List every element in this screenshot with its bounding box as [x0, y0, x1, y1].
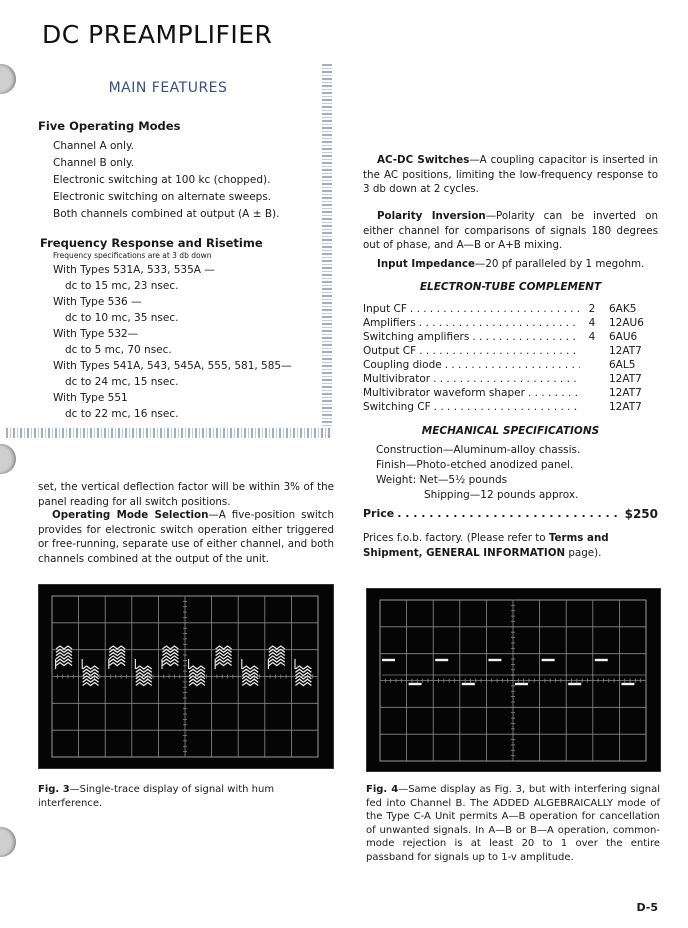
- tube-leader: [434, 400, 580, 414]
- fig3-oscilloscope-photo: [38, 584, 334, 769]
- tube-type: 12AT7: [609, 387, 642, 399]
- features-heading: MAIN FEATURES: [108, 80, 228, 96]
- tube-table: [363, 302, 657, 414]
- polarity-text: —Polarity can be inverted on either channel for comparisons of signals 180 degrees out of phase, and A—B or A+B mixing.: [363, 210, 658, 251]
- fig4-trace-graphic: [367, 589, 660, 771]
- mechanical-specs: [376, 443, 656, 503]
- price-label: Price: [363, 507, 395, 520]
- tube-quantity: [583, 344, 601, 358]
- tube-type: 12AU6: [609, 317, 644, 329]
- tube-function: Coupling diode: [363, 359, 442, 371]
- price-note-post: page).: [565, 546, 602, 559]
- trace-edge: [135, 659, 136, 669]
- fig4-caption-text: —Same display as Fig. 3, but with interfering signal fed into Channel B. The ADDED ALGEBRAICALLY mode of the Type C-A Unit permits A—B operation for cancellation of unwanted signals. In A—B or B—A operation, common-mode rejection is at least 20 to 1 over the entire passband for signals up to 1-v amplitude.: [366, 784, 661, 863]
- hum-trace: [56, 646, 72, 649]
- page-title: DC PREAMPLIFIER: [42, 20, 273, 49]
- tube-row: [363, 386, 657, 400]
- trace-edge: [161, 659, 162, 669]
- acdc-lead: AC-DC Switches: [377, 154, 470, 166]
- tube-quantity: [583, 386, 601, 400]
- trace-edge: [108, 659, 109, 669]
- hum-trace: [109, 646, 125, 649]
- left-paragraph-2: [38, 508, 334, 566]
- trace-edge: [294, 659, 295, 669]
- finish-line: Finish—Photo-etched anodized panel.: [376, 459, 574, 471]
- tube-quantity: [583, 358, 601, 372]
- features-box-border-right: [322, 64, 332, 438]
- tube-type: 12AT7: [609, 401, 642, 413]
- trace-edge: [268, 659, 269, 669]
- tube-type: 12AT7: [609, 373, 642, 385]
- mode-item: Channel A only.: [53, 140, 135, 152]
- price-line: [363, 507, 658, 521]
- trace-edge: [188, 659, 189, 669]
- mode-item: Both channels combined at output (A ± B).: [53, 208, 280, 220]
- terms-reference: Terms and Shipment, GENERAL INFORMATION: [363, 532, 609, 559]
- tube-function: Multivibrator: [363, 373, 431, 385]
- mode-item: Electronic switching on alternate sweeps.: [53, 191, 272, 203]
- tube-leader: [419, 316, 580, 330]
- freq-item: [53, 263, 323, 294]
- tube-leader: [472, 330, 580, 344]
- fig4-label: Fig. 4: [366, 784, 399, 795]
- shipping-line: Shipping—12 pounds approx.: [424, 489, 579, 501]
- freq-types: With Type 532—: [53, 328, 139, 340]
- fig3-caption: [38, 783, 338, 810]
- hum-trace: [83, 666, 99, 669]
- tube-quantity: [583, 372, 601, 386]
- page-number: D-5: [636, 901, 658, 914]
- freq-types: With Type 536 —: [53, 296, 142, 308]
- mechanical-title: MECHANICAL SPECIFICATIONS: [421, 425, 600, 437]
- tube-row: [363, 302, 657, 316]
- tube-complement-title: ELECTRON-TUBE COMPLEMENT: [419, 281, 602, 293]
- fig4-caption: [366, 783, 660, 864]
- freq-item: [53, 327, 323, 358]
- tube-row: [363, 330, 657, 344]
- freq-spec: dc to 15 mc, 23 nsec.: [65, 279, 179, 292]
- hum-trace: [162, 646, 178, 649]
- fig3-trace-graphic: [39, 585, 333, 768]
- freq-spec: dc to 24 mc, 15 nsec.: [65, 375, 179, 388]
- fig3-label: Fig. 3: [38, 784, 70, 795]
- freq-types: With Types 531A, 533, 535A —: [53, 264, 215, 276]
- tube-row: [363, 316, 657, 330]
- tube-function: Switching CF: [363, 401, 431, 413]
- hum-trace: [295, 666, 311, 669]
- freq-spec: dc to 10 mc, 35 nsec.: [65, 311, 179, 324]
- tube-type: 12AT7: [609, 345, 642, 357]
- impedance-text: —20 pf paralleled by 1 megohm.: [475, 258, 645, 270]
- hum-trace: [136, 666, 152, 669]
- features-box-border-bottom: [6, 428, 332, 438]
- freq-title: Frequency Response and Risetime: [40, 236, 263, 250]
- modes-list: [53, 138, 323, 223]
- price-note-pre: Prices f.o.b. factory. (Please refer to: [363, 532, 549, 544]
- binder-hole-bottom: [0, 827, 16, 857]
- tube-function: Output CF: [363, 345, 417, 357]
- fig4-oscilloscope-photo: [366, 588, 661, 772]
- freq-item: [53, 295, 323, 326]
- acdc-paragraph: [363, 153, 658, 197]
- mode-item: Channel B only.: [53, 157, 135, 169]
- hum-trace: [216, 646, 232, 649]
- tube-quantity: 4: [588, 317, 596, 329]
- tube-leader: [528, 386, 580, 400]
- tube-row: [363, 344, 657, 358]
- freq-item: [53, 391, 323, 422]
- left-paragraph-1: set, the vertical deflection factor will be within 3% of the panel reading for all switch positions.: [38, 481, 334, 508]
- tube-leader: [433, 372, 580, 386]
- construction-line: Construction—Aluminum-alloy chassis.: [376, 444, 581, 456]
- tube-function: Input CF: [363, 303, 407, 315]
- mode-selection-lead: Operating Mode Selection: [52, 509, 209, 521]
- freq-note: Frequency specifications are at 3 db down: [53, 251, 212, 260]
- freq-types: With Types 541A, 543, 545A, 555, 581, 585—: [53, 360, 292, 372]
- trace-edge: [82, 659, 83, 669]
- impedance-lead: Input Impedance: [377, 258, 476, 270]
- polarity-paragraph: [363, 209, 658, 253]
- tube-quantity: 2: [588, 303, 596, 315]
- polarity-lead: Polarity Inversion: [377, 210, 486, 222]
- hum-trace: [189, 666, 205, 669]
- freq-spec: dc to 5 mc, 70 nsec.: [65, 343, 172, 356]
- tube-quantity: 4: [588, 331, 596, 343]
- hum-trace: [269, 646, 285, 649]
- price-leader: [397, 507, 621, 521]
- tube-function: Switching amplifiers: [363, 331, 470, 343]
- binder-hole-top: [0, 64, 16, 94]
- fig3-caption-text: —Single-trace display of signal with hum interference.: [38, 784, 275, 809]
- tube-leader: [445, 358, 580, 372]
- tube-quantity: [583, 400, 601, 414]
- freq-types: With Type 551: [53, 392, 128, 404]
- tube-type: 6AL5: [609, 359, 636, 371]
- tube-row: [363, 372, 657, 386]
- tube-type: 6AK5: [609, 303, 637, 315]
- hum-trace: [242, 666, 258, 669]
- freq-list: [53, 263, 323, 422]
- freq-spec: dc to 22 mc, 16 nsec.: [65, 407, 179, 420]
- tube-leader: [419, 344, 580, 358]
- trace-edge: [241, 659, 242, 669]
- price-note: [363, 531, 658, 560]
- tube-type: 6AU6: [609, 331, 638, 343]
- trace-edge: [55, 659, 56, 669]
- impedance-paragraph: [377, 257, 662, 272]
- trace-edge: [215, 659, 216, 669]
- freq-item: [53, 359, 323, 390]
- price-value: $250: [624, 507, 658, 521]
- tube-leader: [410, 302, 580, 316]
- tube-function: Multivibrator waveform shaper: [363, 387, 525, 399]
- mode-item: Electronic switching at 100 kc (chopped).: [53, 174, 271, 186]
- binder-hole-middle: [0, 444, 16, 474]
- acdc-text: —A coupling capacitor is inserted in the AC positions, limiting the low-frequency response to 3 db down at 2 cycles.: [363, 154, 659, 195]
- tube-row: [363, 358, 657, 372]
- weight-line: Weight: Net—5½ pounds: [376, 474, 508, 486]
- mode-selection-text: —A five-position switch provides for electronic switch operation either triggered or free-running, separate use of either channel, and both channels combined at the output of the unit.: [38, 509, 334, 565]
- tube-function: Amplifiers: [363, 317, 416, 329]
- tube-row: [363, 400, 657, 414]
- modes-title: Five Operating Modes: [38, 119, 181, 133]
